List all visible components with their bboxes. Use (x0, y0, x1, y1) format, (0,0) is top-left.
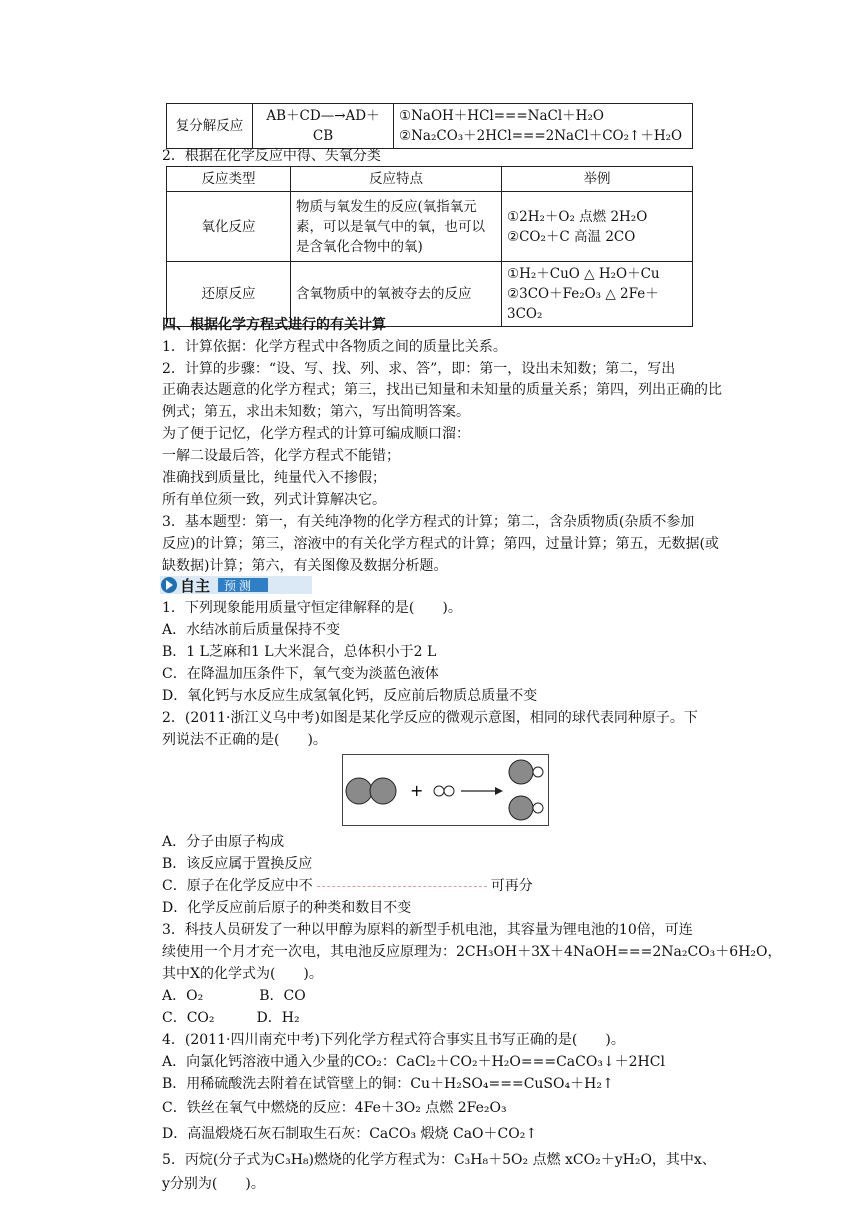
small-atom-1 (434, 786, 444, 796)
table1-example-1: ①NaOH＋HCl===NaCl＋H₂O (399, 108, 604, 124)
section-2-title: 2．根据在化学反应中得、失氧分类 (162, 148, 381, 164)
q2-option-c-start: C．原子在化学反应中不 (162, 878, 313, 894)
q1-option-a: A．水结冰前后质量保持不变 (162, 622, 341, 638)
row-oxidation-feature: 物质与氧发生的反应(氧指氧元素，可以是氧气中的氧，也可以是含氧化合物中的氧) (291, 192, 502, 262)
para-2b: 正确表达题意的化学方程式；第三，找出已知量和未知量的质量关系；第四，列出正确的比 (162, 382, 722, 398)
plus-sign: + (410, 781, 424, 800)
banner-main-text: 自主 (180, 577, 211, 595)
product-small-atom-2 (533, 803, 543, 813)
question-3-line-1: 3．科技人员研发了一种以甲醇为原料的新型手机电池，其容量为锂电池的10倍，可连 (162, 922, 693, 938)
reduction-example-2: ②3CO＋Fe₂O₃ △ 2Fe＋3CO₂ (507, 286, 659, 322)
q3-options-ab: A．O₂ B．CO (162, 988, 306, 1004)
poem-line-2: 准确找到质量比，纯量代入不掺假； (162, 470, 386, 486)
para-4b: 反应)的计算；第三，溶液中的有关化学方程式的计算；第四，过量计算；第五，无数据(或 (162, 536, 719, 552)
q1-option-d: D．氧化钙与水反应生成氢氧化钙，反应前后物质总质量不变 (162, 688, 538, 704)
table1-formula: AB＋CD—→AD＋CB (253, 104, 394, 149)
q4-option-d: D．高温煅烧石灰石制取生石灰：CaCO₃ 煅烧 CaO＋CO₂↑ (162, 1126, 538, 1142)
row-oxidation-type: 氧化反应 (167, 192, 291, 262)
self-study-banner (160, 576, 312, 594)
large-atom-2 (370, 778, 396, 804)
q2-option-c-end: 可再分 (490, 878, 533, 894)
q2-option-b: B．该反应属于置换反应 (162, 856, 313, 872)
product-large-atom-2 (509, 796, 533, 820)
para-2a: 2．计算的步骤：“设、写、找、列、求、答”，即：第一，设出未知数；第二，写出 (162, 361, 676, 377)
header-type: 反应类型 (167, 167, 291, 192)
table1-examples (394, 104, 693, 149)
header-example: 举例 (502, 167, 693, 192)
molecule-diagram (343, 755, 548, 825)
para-2c: 例式；第五，求出未知数；第六，写出简明答案。 (162, 404, 470, 420)
q4-option-b: B．用稀硫酸洗去附着在试管壁上的铜：Cu＋H₂SO₄===CuSO₄＋H₂↑ (162, 1076, 614, 1092)
row-reduction-type: 还原反应 (167, 262, 291, 327)
small-atom-2 (444, 786, 454, 796)
q2-option-d: D．化学反应前后原子的种类和数目不变 (162, 900, 412, 916)
row-oxidation-examples (502, 192, 693, 262)
molecule-reaction-figure (342, 754, 549, 826)
q1-option-c: C．在降温加压条件下，氧气变为淡蓝色液体 (162, 666, 439, 682)
table1-type: 复分解反应 (167, 104, 253, 149)
question-5-line-2: y分别为( )。 (162, 1176, 265, 1192)
reduction-example-1: ①H₂＋CuO △ H₂O＋Cu (507, 266, 660, 282)
reaction-table-1 (166, 103, 693, 149)
q4-option-c: C．铁丝在氧气中燃烧的反应：4Fe＋3O₂ 点燃 2Fe₂O₃ (162, 1100, 507, 1116)
arrow-head-icon (495, 787, 503, 795)
row-reduction-examples (502, 262, 693, 327)
para-3: 为了便于记忆，化学方程式的计算可编成顺口溜： (162, 426, 470, 442)
redox-table (166, 166, 693, 327)
q3-options-cd: C．CO₂ D．H₂ (162, 1010, 300, 1026)
para-4c: 缺数据)计算；第六，有关图像及数据分析题。 (162, 558, 448, 574)
question-2-line-2: 列说法不正确的是( )。 (162, 732, 327, 748)
table1-example-2: ②Na₂CO₃＋2HCl===2NaCl＋CO₂↑＋H₂O (399, 128, 683, 144)
poem-line-1: 一解二设最后答，化学方程式不能错； (162, 448, 400, 464)
oxidation-example-1: ①2H₂＋O₂ 点燃 2H₂O (507, 208, 648, 225)
oxidation-example-2: ②CO₂＋C 高温 2CO (507, 228, 636, 245)
question-4: 4．(2011·四川南充中考)下列化学方程式符合事实且书写正确的是( )。 (162, 1032, 625, 1048)
banner-sub-text: 预测 (224, 579, 255, 593)
poem-line-3: 所有单位须一致，列式计算解决它。 (162, 492, 386, 508)
para-4a: 3．基本题型：第一，有关纯净物的化学方程式的计算；第二，含杂质物质(杂质不参加 (162, 514, 695, 530)
product-small-atom-1 (533, 767, 543, 777)
para-1: 1．计算依据：化学方程式中各物质之间的质量比关系。 (162, 339, 507, 355)
question-2-line-1: 2．(2011·浙江义乌中考)如图是某化学反应的微观示意图，相同的球代表同种原子。下 (162, 710, 698, 726)
q2-option-a: A．分子由原子构成 (162, 834, 285, 850)
large-atom-1 (346, 778, 372, 804)
product-large-atom-1 (509, 760, 533, 784)
row-reduction-feature: 含氧物质中的氧被夺去的反应 (291, 262, 502, 327)
q1-option-b: B．1 L芝麻和1 L大米混合，总体积小于2 L (162, 644, 437, 660)
question-1: 1．下列现象能用质量守恒定律解释的是( )。 (162, 600, 462, 616)
question-5-line-1: 5．丙烷(分子式为C₃H₈)燃烧的化学方程式为：C₃H₈＋5O₂ 点燃 xCO₂＋yH₂O，其中x、 (162, 1152, 716, 1168)
question-3-line-2: 续使用一个月才充一次电，其电池反应原理为：2CH₃OH＋3X＋4NaOH===2Na₂CO₃＋6H₂O， (162, 944, 782, 960)
q4-option-a: A．向氯化钙溶液中通入少量的CO₂：CaCl₂＋CO₂＋H₂O===CaCO₃↓＋2HCl (162, 1054, 665, 1070)
q2-option-c (162, 876, 533, 896)
question-3-line-3: 其中X的化学式为( )。 (162, 966, 323, 982)
redaction-mark (317, 886, 487, 887)
section-4-title: 四、根据化学方程式进行的有关计算 (162, 317, 386, 333)
header-feature: 反应特点 (291, 167, 502, 192)
